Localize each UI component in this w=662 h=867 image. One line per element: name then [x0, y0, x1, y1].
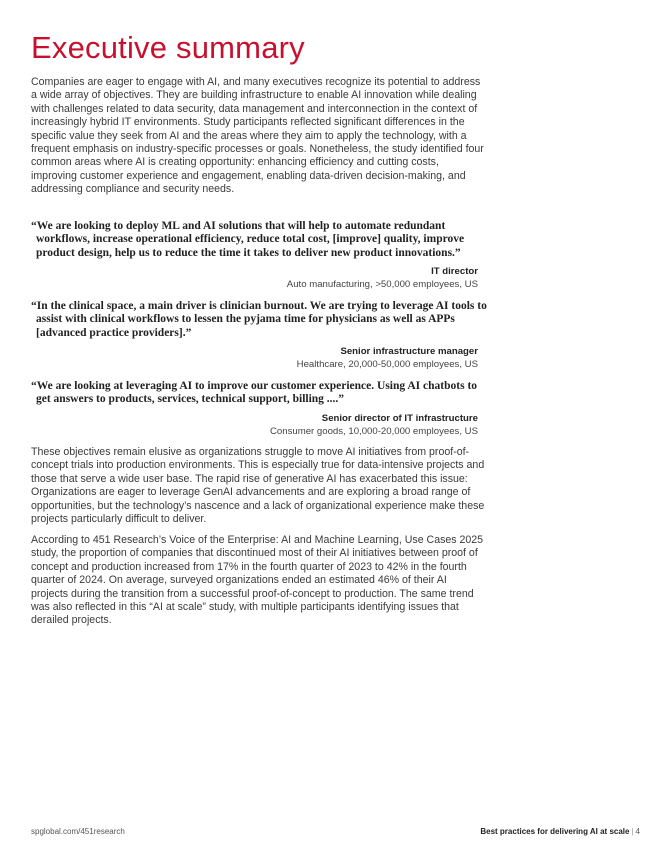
- quote-1-org: Auto manufacturing, >50,000 employees, US: [286, 278, 478, 290]
- quote-1-attribution: [31, 266, 478, 291]
- footer-document-info: [480, 827, 640, 836]
- quote-3-role: Senior director of IT infrastructure: [321, 413, 478, 424]
- intro-paragraph: Companies are eager to engage with AI, and many executives recognize its potential to address a wide array of objectives. They are building infrastructure to enable AI innovation while dealing with challenges related to data security, data management and interconnection in the context of increasingly hybrid IT environments. Study participants reflected significant differences in the specific value they seek from AI and the areas where they aim to apply the technology, with a frequent emphasis on industry-specific processes or goals. Nonetheless, the study identified four common areas where AI is creating opportunity: enhancing efficiency and cutting costs, improving customer experience and engagement, enabling data-driven decision-making, and addressing compliance and security needs.: [31, 76, 484, 196]
- page-number: 4: [635, 827, 640, 836]
- page-title: Executive summary: [31, 30, 305, 65]
- quote-2-attribution: [31, 346, 478, 371]
- quote-3-text: “We are looking at leveraging AI to improve our customer experience. Using AI chatbots to get answers to products, services, technical support, billing ....”: [31, 380, 478, 406]
- quote-2-role: Senior infrastructure manager: [340, 346, 478, 357]
- quote-2-text: “In the clinical space, a main driver is clinician burnout. We are trying to leverage AI tools to assist with clinical workflows to lessen the pyjama time for physicians as well as APPs [advanced practice providers].”: [31, 300, 487, 339]
- footer-url[interactable]: spglobal.com/451research: [31, 827, 125, 836]
- footer-separator: |: [631, 827, 634, 836]
- quote-1-role: IT director: [431, 266, 478, 277]
- body-paragraph-3: According to 451 Research’s Voice of the Enterprise: AI and Machine Learning, Use Cases 2025 study, the proportion of companies that discontinued most of their AI initiatives between proof of concept and production increased from 17% in the fourth quarter of 2023 to 42% in the fourth quarter of 2024. On average, surveyed organizations ended an estimated 46% of their AI projects during the transition from a successful proof-of-concept to production. The same trend was also reflected in this “AI at scale” study, with multiple participants identifying issues that derailed projects.: [31, 534, 484, 627]
- body-paragraph-2: These objectives remain elusive as organizations struggle to move AI initiatives from proof-of-concept trials into production environments. This is especially true for data-intensive projects and those that serve a wide user base. The rapid rise of generative AI has exacerbated this issue: Organizations are eager to leverage GenAI advancements and are exploring a broad range of opportunities, but the technology’s nascence and a lack of organizational experience make these projects particularly difficult to deliver.: [31, 446, 485, 526]
- quote-3-attribution: [31, 413, 478, 438]
- quote-1-text: “We are looking to deploy ML and AI solutions that will help to automate redundant workflows, increase operational efficiency, reduce total cost, [improve] quality, improve product design, help us to reduce the time it takes to deliver new product innovations.”: [31, 220, 465, 259]
- quote-3-org: Consumer goods, 10,000-20,000 employees, US: [270, 425, 478, 437]
- footer-doc-title: Best practices for delivering AI at scale: [480, 827, 630, 836]
- quote-2-org: Healthcare, 20,000-50,000 employees, US: [296, 358, 478, 370]
